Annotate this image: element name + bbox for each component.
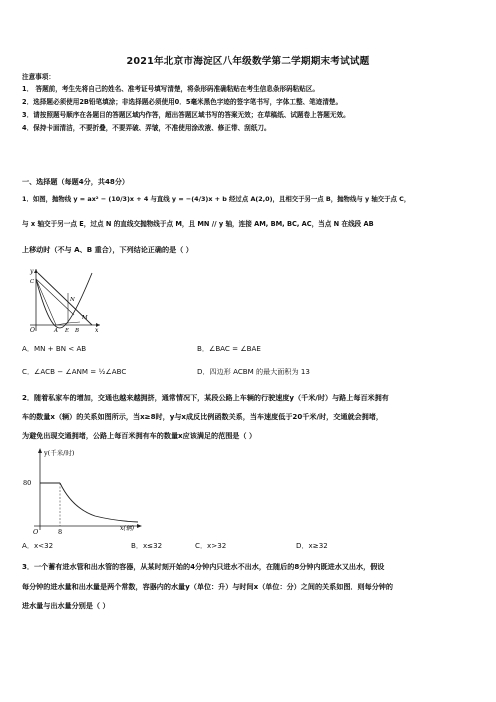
label-e: E bbox=[65, 328, 70, 334]
label-b: B bbox=[75, 328, 80, 334]
page-title: 2021年北京市海淀区八年级数学第二学期期末考试试题 bbox=[126, 56, 370, 67]
q1-option-d: D．四边形 ACBM 的最大面积为 13 bbox=[197, 367, 310, 376]
q1-figure bbox=[22, 265, 102, 335]
notice-item: 2．选择题必须使用2B铅笔填涂；非选择题必须使用0．5毫米黑色字迹的签字笔书写，字体工整、笔迹清楚。 bbox=[22, 98, 343, 106]
x-axis-arrow bbox=[137, 524, 142, 528]
notice-heading: 注意事项： bbox=[22, 73, 55, 81]
label-a: A bbox=[54, 328, 58, 334]
notice-item: 4．保持卡面清洁，不要折叠，不要弄破、弄皱，不准使用涂改液、修正带、刮纸刀。 bbox=[22, 124, 271, 132]
q2-option-b: B．x≤32 bbox=[131, 541, 163, 550]
q1-option-b: B．∠BAC = ∠BAE bbox=[197, 344, 261, 353]
q2-text-line-1: 2．随着私家车的增加，交通也越来越拥挤，通常情况下，某段公路上车辆的行驶速度y（千米/时）与路上每百米拥有 bbox=[22, 393, 389, 402]
q1-option-c: C．∠ACB − ∠ANM = ½∠ABC bbox=[22, 367, 127, 376]
q1-text-line-3: 上移动时（不与 A、B 重合），下列结论正确的是（ ） bbox=[22, 245, 193, 254]
label-y: y bbox=[30, 268, 34, 275]
q2-option-d: D．x≥32 bbox=[296, 541, 328, 550]
x-axis-label: x(辆) bbox=[120, 525, 135, 532]
segment-bc bbox=[36, 279, 74, 315]
y-axis-arrow bbox=[38, 448, 42, 453]
x-tick-8: 8 bbox=[58, 528, 63, 536]
y-axis-arrow bbox=[34, 269, 38, 273]
label-c: C bbox=[30, 279, 35, 285]
section-heading: 一、选择题（每题4分，共48分） bbox=[22, 177, 130, 186]
label-o: O bbox=[30, 327, 35, 334]
y-tick-80: 80 bbox=[23, 479, 32, 487]
q2-option-a: A．x<32 bbox=[22, 541, 54, 550]
segment-ac bbox=[36, 279, 56, 325]
q3-text-line-2: 每分钟的进水量和出水量是两个常数，容器内的水量y（单位：升）与时间x（单位：分）之间的关系如图．则每分钟的 bbox=[22, 582, 393, 591]
y-axis-label: y(千米/时) bbox=[44, 449, 75, 457]
q3-text-line-3: 进水量与出水量分别是（ ） bbox=[22, 601, 110, 610]
q1-text-line-2: 与 x 轴交于另一点 E，过点 N 的直线交抛物线于点 M，且 MN // y 轴，连接 AM, BM, BC, AC，当点 N 在线段 AB bbox=[22, 220, 374, 228]
q2-graph bbox=[20, 446, 150, 536]
notice-item: 1． 答题前，考生先将自己的姓名、准考证号填写清楚，将条形码准确粘贴在考生信息条形码粘贴区。 bbox=[22, 85, 320, 93]
q2-option-c: C．x>32 bbox=[195, 541, 227, 550]
origin-label: O bbox=[33, 528, 39, 536]
q3-text-line-1: 3．一个蓄有进水管和出水管的容器，从某时刻开始的4分钟内只进水不出水，在随后的8分钟内既进水又出水，假设 bbox=[22, 562, 385, 571]
q2-text-line-2: 车的数量x（辆）的关系如图所示，当x≥8时，y与x成反比例函数关系，当车速度低于20千米/时，交通就会拥堵， bbox=[22, 412, 383, 421]
label-x: x bbox=[95, 327, 99, 334]
q2-text-line-3: 为避免出现交通拥堵，公路上每百米拥有车的数量x应该满足的范围是（ ） bbox=[22, 431, 257, 440]
segment-bm bbox=[68, 322, 80, 323]
q1-text-line-1: 1．如图，抛物线 y = ax² − (10/3)x + 4 与直线 y = −(4/3)x + b 经过点 A(2,0)，且相交于另一点 B，抛物线与 y 轴交于点 C， bbox=[22, 195, 411, 203]
inverse-curve bbox=[60, 483, 138, 522]
label-m: M bbox=[82, 315, 88, 321]
notice-item: 3．请按照题号顺序在各题目的答题区域内作答，超出答题区域书写的答案无效；在草稿纸、试题卷上答题无效。 bbox=[22, 111, 350, 119]
label-n: N bbox=[70, 297, 75, 303]
q1-option-a: A．MN + BN < AB bbox=[22, 344, 87, 353]
